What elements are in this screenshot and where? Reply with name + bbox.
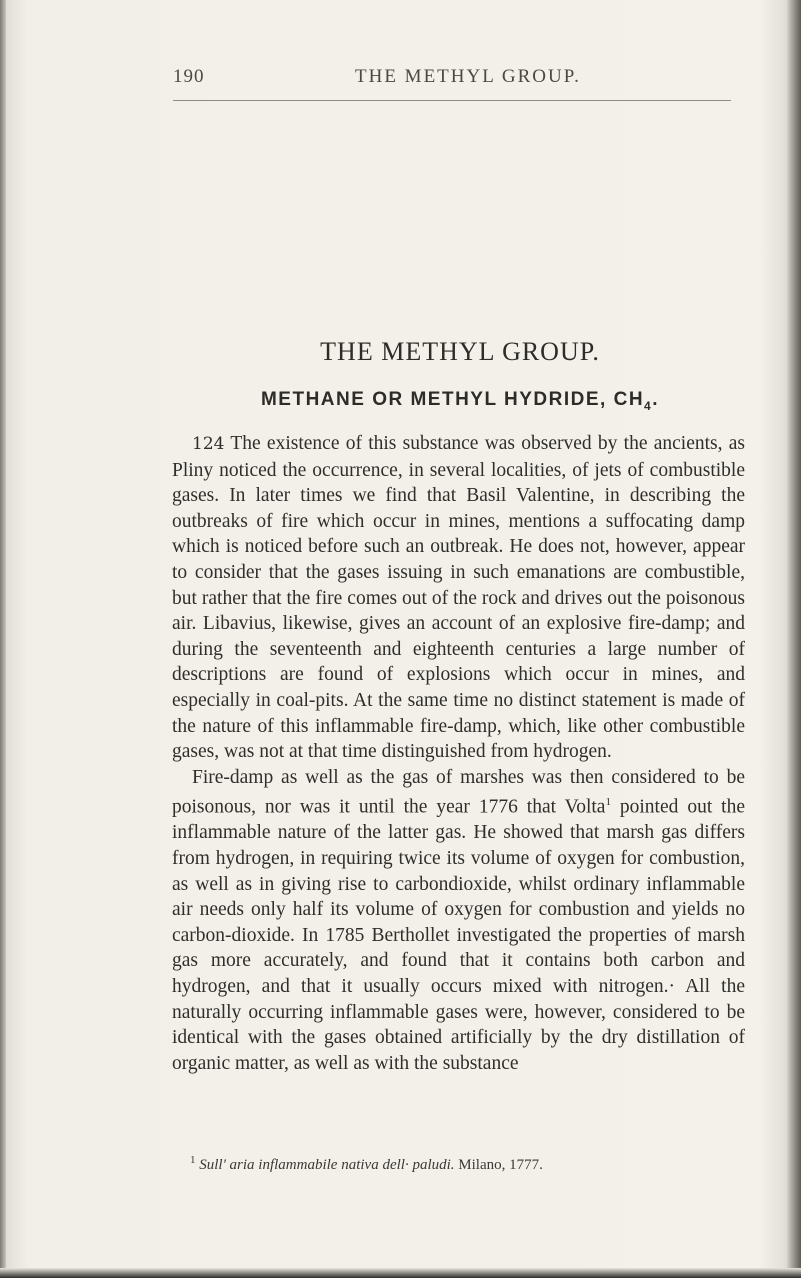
section-title bbox=[170, 389, 750, 413]
paragraph-text: The existence of this substance was observed by the ancients, as Pliny noticed the occurrence, in several localities, of jets of combustible gases. In later times we find that Basil Valentine, in describing the outbreaks of fire which occur in mines, mentions a suffocating damp which is noticed before such an outbreak. He does not, however, appear to consider that the gases issuing in such emanations are combustible, but rather that the fire comes out of the rock and drives out the poisonous air. Libavius, likewise, gives an account of an explosive fire-damp; and during the seventeenth and eighteenth centuries a large number of descriptions are found of explosions which occur in mines, and especially in coal-pits. At the same time no distinct statement is made of the nature of this inflammable fire-damp, which, like other combustible gases, was not at that time distinguished from hydrogen. bbox=[172, 433, 745, 763]
paragraph-124 bbox=[172, 431, 745, 765]
footnote-reference: 1 bbox=[605, 796, 611, 809]
paragraph-number: 124 bbox=[192, 434, 225, 454]
paragraph-fire-damp bbox=[172, 765, 745, 1077]
section-title-text: METHANE OR METHYL HYDRIDE, CH bbox=[260, 389, 645, 410]
footnote-citation: Milano, 1777. bbox=[454, 1157, 543, 1173]
body-text bbox=[172, 431, 745, 1076]
section-title-period: . bbox=[652, 389, 660, 410]
page-edge-shadow bbox=[787, 0, 801, 1278]
section-title-subscript: 4 bbox=[644, 398, 653, 413]
running-head bbox=[173, 66, 733, 92]
paragraph-text-continued: pointed out the inflammable nature of the latter gas. He showed that marsh gas differs from hydrogen, in requiring twice its volume of oxygen for combustion, as well as in giving rise to carbondioxide, whilst ordinary inflammable air needs only half its volume of oxygen for combustion and yields no carbon-dioxide. In 1785 Berthollet investigated the properties of marsh gas more accurately, and found that it contains both carbon and hydrogen, and that it usually occurs mixed with nitrogen.· All the naturally occurring inflammable gases were, however, considered to be identical with the gases obtained artificially by the dry distillation of organic matter, as well as with the substance bbox=[172, 796, 745, 1074]
chapter-title: THE METHYL GROUP. bbox=[320, 337, 600, 366]
header-rule bbox=[173, 100, 731, 101]
footnote-title: Sull' aria inflammabile nativa dell· paludi. bbox=[199, 1157, 455, 1173]
binding-shadow bbox=[0, 0, 6, 1278]
page-bottom-edge bbox=[0, 1268, 801, 1278]
footnote-marker: 1 bbox=[190, 1154, 196, 1166]
page-number: 190 bbox=[173, 66, 205, 87]
paragraph-text: Fire-damp as well as the gas of marshes was then considered to be poisonous, nor was it until the year 1776 that Volta bbox=[172, 766, 745, 818]
running-title: THE METHYL GROUP. bbox=[355, 66, 581, 87]
footnote bbox=[190, 1154, 750, 1174]
